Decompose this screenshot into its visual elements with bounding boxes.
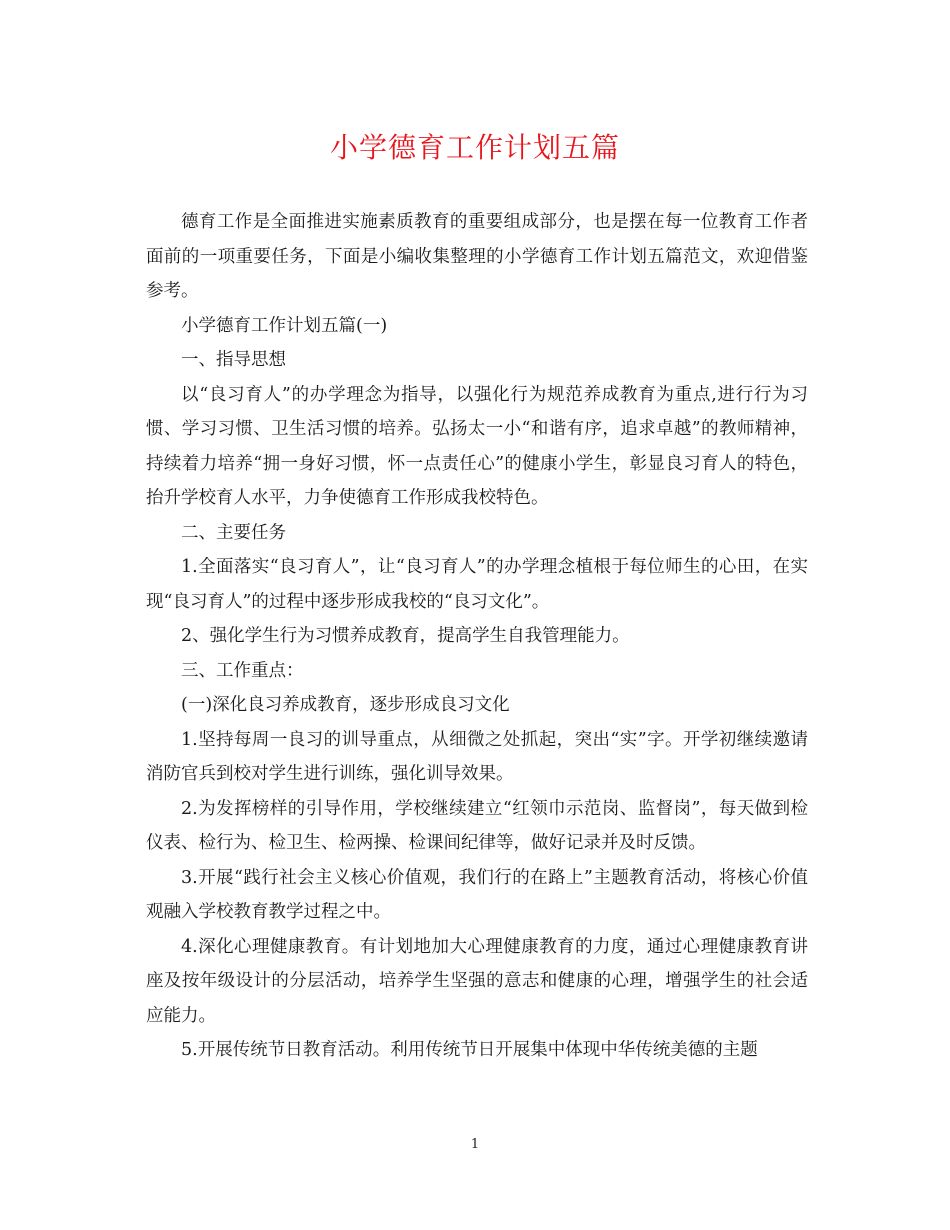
paragraph-task-2: 2、强化学生行为习惯养成教育，提高学生自我管理能力。 [181, 626, 630, 646]
paragraph-intro: 德育工作是全面推进实施素质教育的重要组成部分，也是摆在每一位教育工作者面前的一项重要任务，下面是小编收集整理的小学德育工作计划五篇范文，欢迎借鉴参考。 [146, 212, 808, 301]
paragraph-item-3: 3.开展“践行社会主义核心价值观，我们行的在路上”主题教育活动，将核心价值观融入学校教育教学过程之中。 [146, 867, 808, 922]
paragraph-heading-main-tasks: 二、主要任务 [181, 522, 286, 543]
paragraph-subheading-1: (一)深化良习养成教育，逐步形成良习文化 [181, 695, 510, 715]
paragraph-heading-guiding-thought: 一、指导思想 [181, 350, 286, 370]
document-title: 小学德育工作计划五篇 [329, 131, 620, 164]
paragraph-item-1: 1.坚持每周一良习的训导重点，从细微之处抓起，突出“实”字。开学初继续邀请消防官兵到校对学生进行训练，强化训导效果。 [146, 729, 808, 784]
paragraph-section-heading: 小学德育工作计划五篇(一) [181, 315, 388, 336]
paragraph-guiding-thought: 以“良习育人”的办学理念为指导，以强化行为规范养成教育为重点,进行行为习惯、学习习惯、卫生活习惯的培养。弘扬太一小“和谐有序，追求卓越”的教师精神，持续着力培养“拥一身好习惯，怀一点责任心”的健康小学生，彰显良习育人的特色，抬升学校育人水平，力争使德育工作形成我校特色。 [146, 384, 808, 508]
document-body [146, 205, 808, 1068]
paragraph-task-1: 1.全面落实“良习育人”，让“良习育人”的办学理念植根于每位师生的心田，在实现“良习育人”的过程中逐步形成我校的“良习文化”。 [146, 557, 808, 612]
page-number: 1 [470, 1137, 480, 1152]
paragraph-heading-work-focus: 三、工作重点： [181, 660, 304, 681]
paragraph-item-2: 2.为发挥榜样的引导作用，学校继续建立“红领巾示范岗、监督岗”，每天做到检仪表、检行为、检卫生、检两操、检课间纪律等，做好记录并及时反馈。 [146, 798, 808, 853]
paragraph-item-5: 5.开展传统节日教育活动。利用传统节日开展集中体现中华传统美德的主题 [181, 1040, 758, 1060]
paragraph-item-4: 4.深化心理健康教育。有计划地加大心理健康教育的力度，通过心理健康教育讲座及按年级设计的分层活动，培养学生坚强的意志和健康的心理，增强学生的社会适应能力。 [146, 936, 808, 1026]
